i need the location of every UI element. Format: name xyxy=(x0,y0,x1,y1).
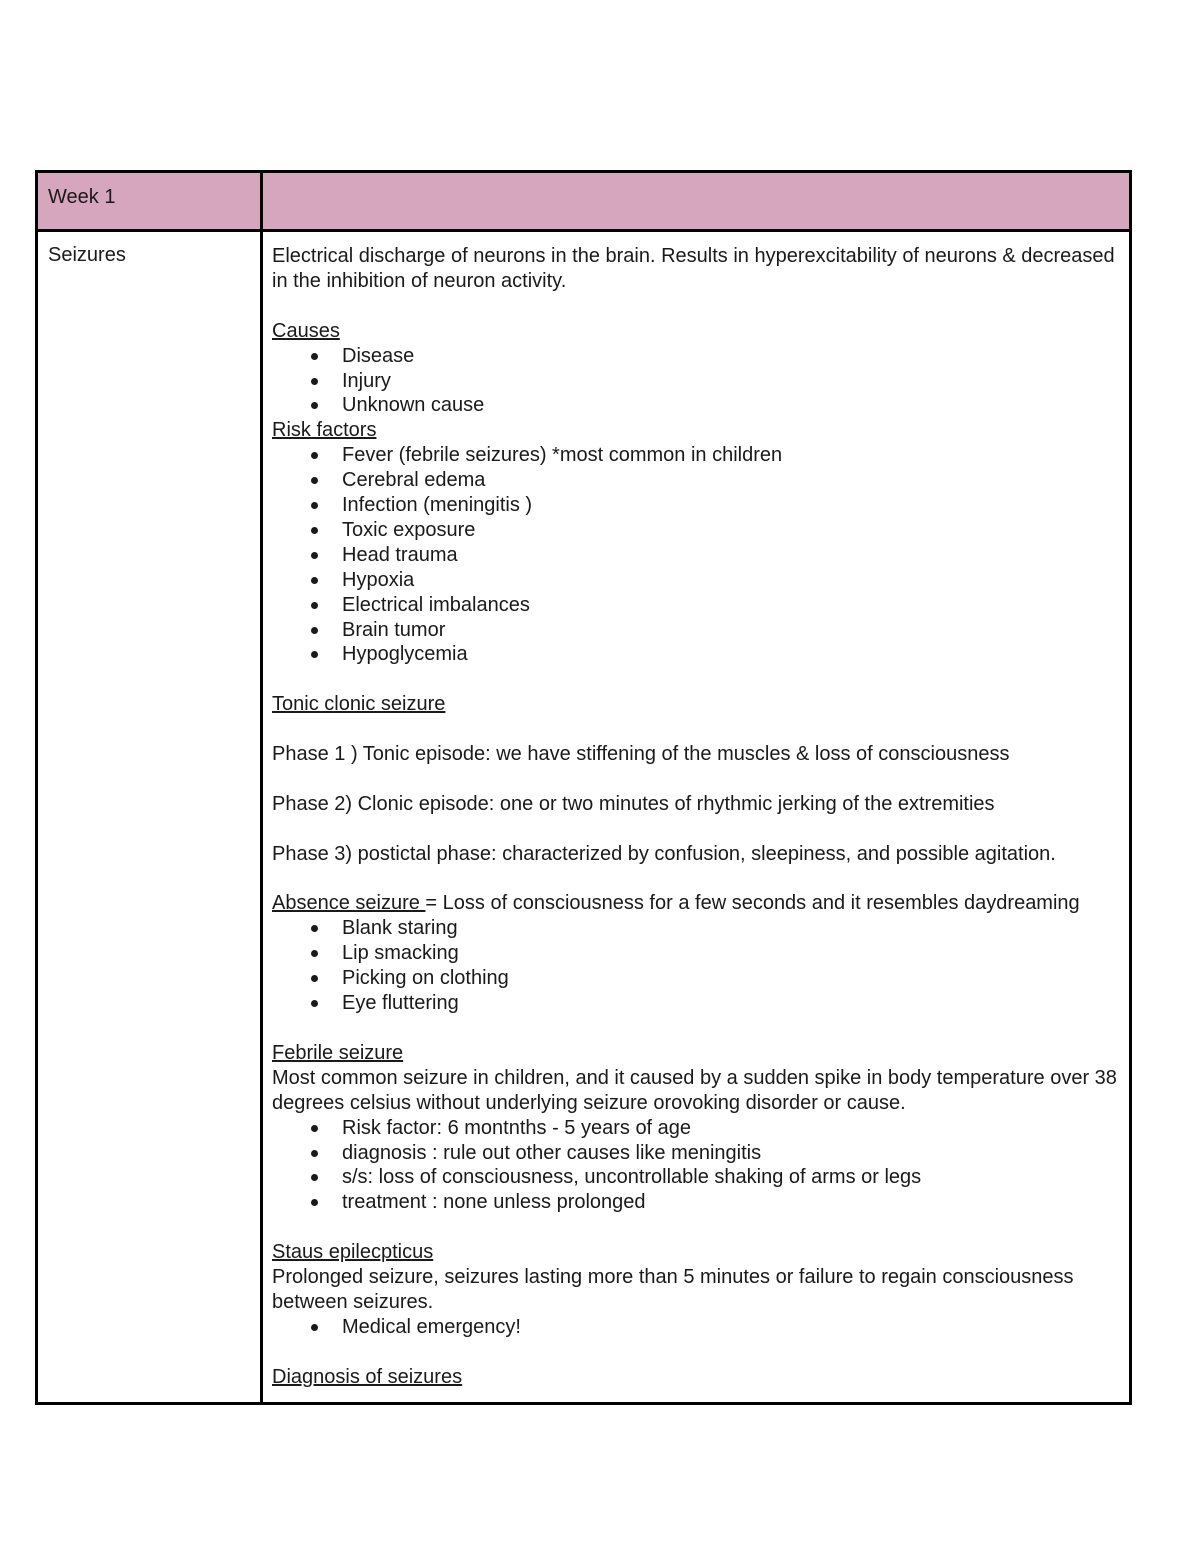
list-item: s/s: loss of consciousness, uncontrollable shaking of arms or legs xyxy=(272,1165,1121,1190)
status-text: Prolonged seizure, seizures lasting more than 5 minutes or failure to regain consciousness between seizures. xyxy=(272,1266,1074,1313)
notes-table xyxy=(35,170,1132,1405)
status-heading: Staus epilecpticus xyxy=(272,1241,434,1264)
febrile-heading: Febrile seizure xyxy=(272,1041,404,1064)
table-header-row xyxy=(37,172,1131,231)
list-item: Electrical imbalances xyxy=(272,593,1121,618)
list-item: Cerebral edema xyxy=(272,468,1121,493)
notes-content xyxy=(262,231,1131,1404)
list-item: diagnosis : rule out other causes like meningitis xyxy=(272,1141,1121,1166)
absence-heading: Absence seizure xyxy=(272,892,426,915)
febrile-list xyxy=(272,1116,1121,1216)
febrile-text: Most common seizure in children, and it caused by a sudden spike in body temperature over 38 degrees celsius without underlying seizure orovoking disorder or cause. xyxy=(272,1066,1117,1114)
tonic-clonic-heading: Tonic clonic seizure xyxy=(272,693,446,716)
risk-factors-list xyxy=(272,443,1121,667)
list-item: Head trauma xyxy=(272,543,1121,568)
topic-label: Seizures xyxy=(37,231,262,1404)
table-row xyxy=(37,231,1131,1404)
list-item: treatment : none unless prolonged xyxy=(272,1190,1121,1215)
week-label: Week 1 xyxy=(37,172,262,231)
absence-paragraph xyxy=(272,891,1121,916)
header-empty-cell xyxy=(262,172,1131,231)
list-item: Disease xyxy=(272,344,1121,369)
absence-list xyxy=(272,916,1121,1016)
list-item: Blank staring xyxy=(272,916,1121,941)
list-item: Toxic exposure xyxy=(272,518,1121,543)
causes-heading: Causes xyxy=(272,319,340,342)
list-item: Medical emergency! xyxy=(272,1315,1121,1340)
list-item: Brain tumor xyxy=(272,618,1121,643)
list-item: Fever (febrile seizures) *most common in children xyxy=(272,443,1121,468)
list-item: Lip smacking xyxy=(272,941,1121,966)
list-item: Injury xyxy=(272,369,1121,394)
phase-2-text: Phase 2) Clonic episode: one or two minutes of rhythmic jerking of the extremities xyxy=(272,792,995,815)
absence-text: = Loss of consciousness for a few seconds and it resembles daydreaming xyxy=(425,892,1080,915)
list-item: Hypoxia xyxy=(272,568,1121,593)
list-item: Hypoglycemia xyxy=(272,642,1121,667)
diagnosis-heading: Diagnosis of seizures xyxy=(272,1365,463,1388)
list-item: Infection (meningitis ) xyxy=(272,493,1121,518)
causes-list xyxy=(272,344,1121,419)
intro-text: Electrical discharge of neurons in the brain. Results in hyperexcitability of neurons & decreased in the inhibition of neuron activity. xyxy=(272,245,1115,292)
list-item: Eye fluttering xyxy=(272,991,1121,1016)
status-list xyxy=(272,1315,1121,1340)
list-item: Unknown cause xyxy=(272,393,1121,418)
risk-factors-heading: Risk factors xyxy=(272,419,377,442)
phase-1-text: Phase 1 ) Tonic episode: we have stiffening of the muscles & loss of consciousness xyxy=(272,743,1010,766)
list-item: Risk factor: 6 montnths - 5 years of age xyxy=(272,1116,1121,1141)
phase-3-text: Phase 3) postictal phase: characterized by confusion, sleepiness, and possible agitation. xyxy=(272,842,1056,865)
list-item: Picking on clothing xyxy=(272,966,1121,991)
